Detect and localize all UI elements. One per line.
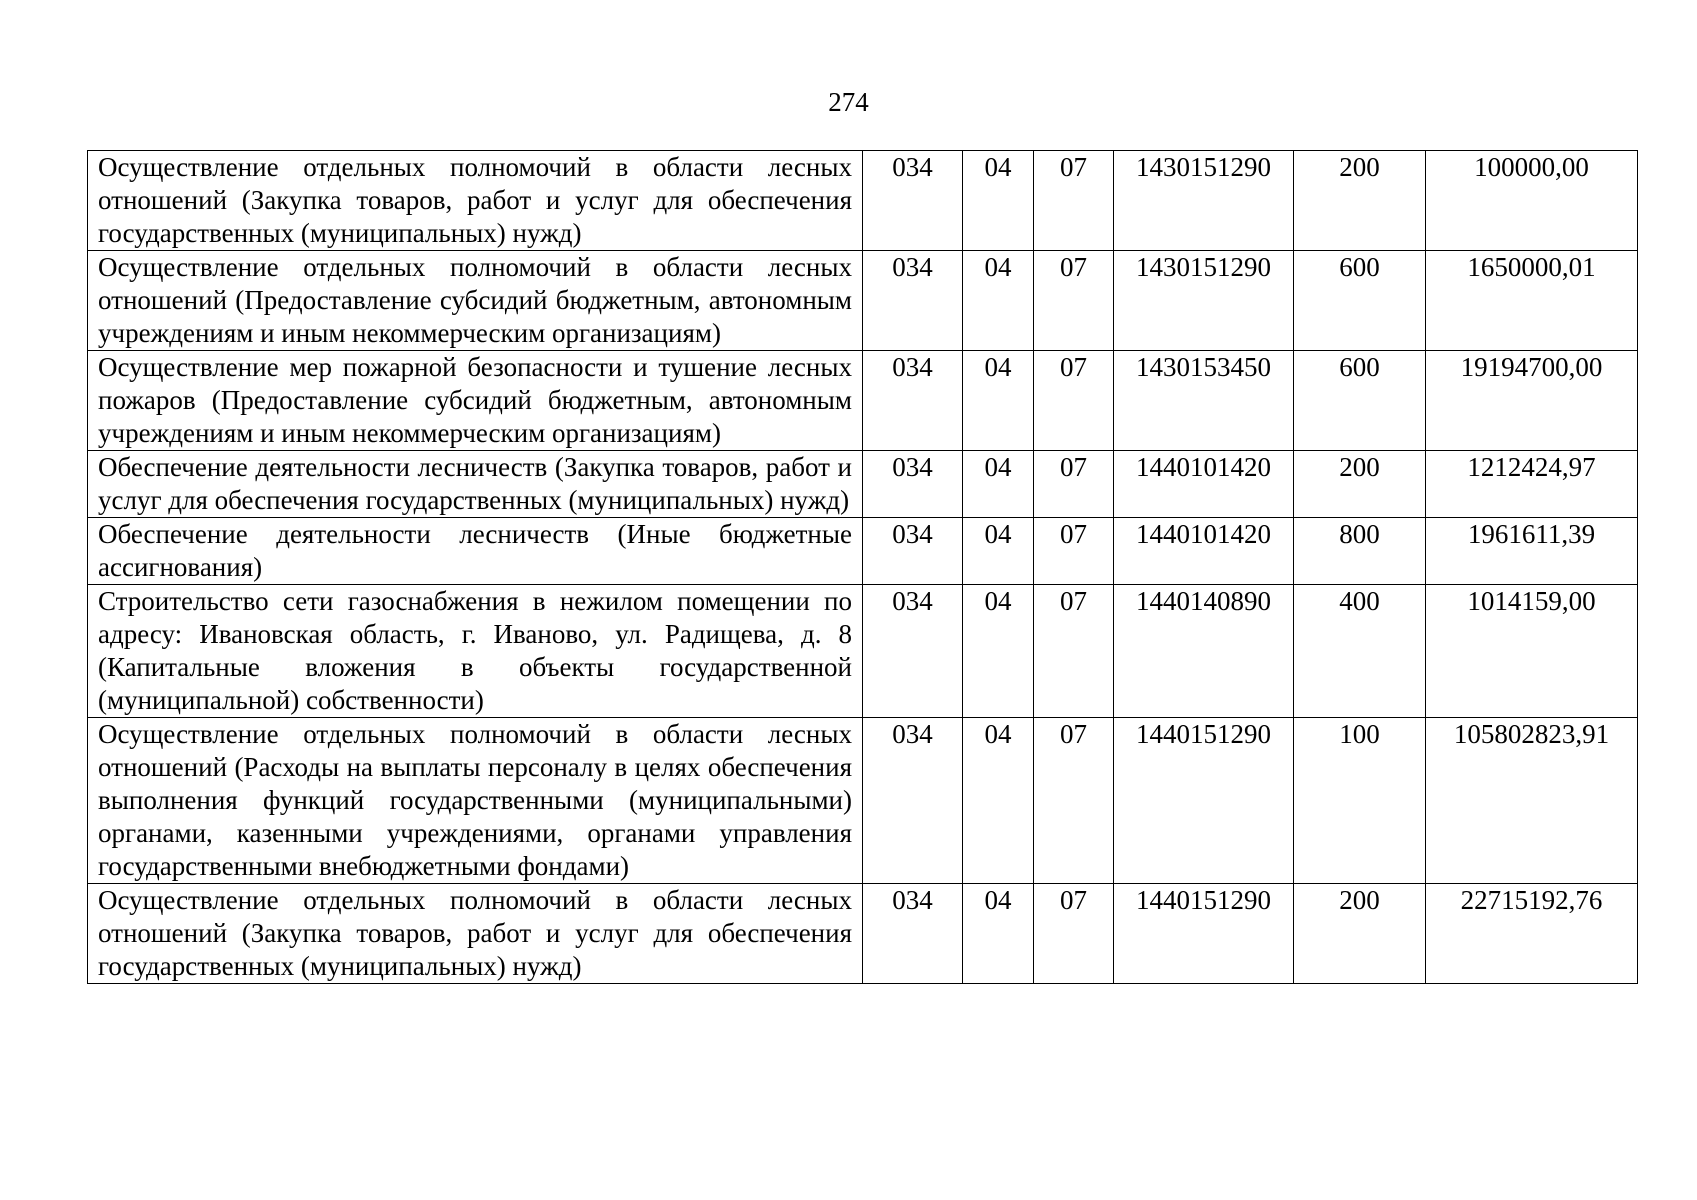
row-expense-type: 600 — [1294, 251, 1426, 351]
row-amount: 1650000,01 — [1426, 251, 1638, 351]
page-number: 274 — [828, 87, 869, 117]
row-amount: 100000,00 — [1426, 151, 1638, 251]
table-row — [88, 251, 1638, 351]
row-amount: 105802823,91 — [1426, 718, 1638, 884]
row-admin-code: 034 — [863, 451, 963, 518]
row-amount: 19194700,00 — [1426, 351, 1638, 451]
row-subsection: 07 — [1034, 518, 1114, 585]
row-section: 04 — [963, 585, 1034, 718]
row-expense-type: 800 — [1294, 518, 1426, 585]
row-description: Осуществление мер пожарной безопасности и тушение лесных пожаров (Предоставление субсидий бюджетным, автономным учреждениям и иным некоммерческим организациям) — [88, 351, 863, 451]
row-admin-code: 034 — [863, 585, 963, 718]
row-target-article: 1440151290 — [1114, 718, 1294, 884]
row-expense-type: 400 — [1294, 585, 1426, 718]
row-target-article: 1440140890 — [1114, 585, 1294, 718]
budget-table — [87, 150, 1638, 984]
row-subsection: 07 — [1034, 251, 1114, 351]
table-row — [88, 451, 1638, 518]
row-subsection: 07 — [1034, 718, 1114, 884]
row-description: Обеспечение деятельности лесничеств (Закупка товаров, работ и услуг для обеспечения государственных (муниципальных) нужд) — [88, 451, 863, 518]
row-expense-type: 600 — [1294, 351, 1426, 451]
table-row — [88, 351, 1638, 451]
row-subsection: 07 — [1034, 151, 1114, 251]
row-admin-code: 034 — [863, 884, 963, 984]
row-amount: 1212424,97 — [1426, 451, 1638, 518]
row-subsection: 07 — [1034, 351, 1114, 451]
row-section: 04 — [963, 518, 1034, 585]
row-expense-type: 200 — [1294, 884, 1426, 984]
table-row — [88, 151, 1638, 251]
row-admin-code: 034 — [863, 518, 963, 585]
row-section: 04 — [963, 351, 1034, 451]
row-description: Осуществление отдельных полномочий в области лесных отношений (Расходы на выплаты персоналу в целях обеспечения выполнения функций государственными (муниципальными) органами, казенными учреждениями, органами управления государственными внебюджетными фондами) — [88, 718, 863, 884]
row-target-article: 1440101420 — [1114, 451, 1294, 518]
row-subsection: 07 — [1034, 884, 1114, 984]
row-amount: 22715192,76 — [1426, 884, 1638, 984]
row-description: Строительство сети газоснабжения в нежилом помещении по адресу: Ивановская область, г. Иваново, ул. Радищева, д. 8 (Капитальные вложения в объекты государственной (муниципальной) собственности) — [88, 585, 863, 718]
row-section: 04 — [963, 884, 1034, 984]
row-target-article: 1430151290 — [1114, 151, 1294, 251]
row-target-article: 1440101420 — [1114, 518, 1294, 585]
row-target-article: 1430151290 — [1114, 251, 1294, 351]
row-amount: 1014159,00 — [1426, 585, 1638, 718]
row-admin-code: 034 — [863, 251, 963, 351]
row-expense-type: 200 — [1294, 151, 1426, 251]
table-row — [88, 518, 1638, 585]
row-expense-type: 200 — [1294, 451, 1426, 518]
row-section: 04 — [963, 451, 1034, 518]
table-row — [88, 585, 1638, 718]
row-admin-code: 034 — [863, 718, 963, 884]
table-row — [88, 718, 1638, 884]
row-section: 04 — [963, 251, 1034, 351]
row-admin-code: 034 — [863, 151, 963, 251]
row-target-article: 1430153450 — [1114, 351, 1294, 451]
table-row — [88, 884, 1638, 984]
row-subsection: 07 — [1034, 451, 1114, 518]
row-description: Осуществление отдельных полномочий в области лесных отношений (Закупка товаров, работ и услуг для обеспечения государственных (муниципальных) нужд) — [88, 151, 863, 251]
row-amount: 1961611,39 — [1426, 518, 1638, 585]
row-description: Осуществление отдельных полномочий в области лесных отношений (Закупка товаров, работ и услуг для обеспечения государственных (муниципальных) нужд) — [88, 884, 863, 984]
row-section: 04 — [963, 151, 1034, 251]
row-description: Обеспечение деятельности лесничеств (Иные бюджетные ассигнования) — [88, 518, 863, 585]
row-description: Осуществление отдельных полномочий в области лесных отношений (Предоставление субсидий бюджетным, автономным учреждениям и иным некоммерческим организациям) — [88, 251, 863, 351]
row-subsection: 07 — [1034, 585, 1114, 718]
row-expense-type: 100 — [1294, 718, 1426, 884]
row-target-article: 1440151290 — [1114, 884, 1294, 984]
row-admin-code: 034 — [863, 351, 963, 451]
row-section: 04 — [963, 718, 1034, 884]
